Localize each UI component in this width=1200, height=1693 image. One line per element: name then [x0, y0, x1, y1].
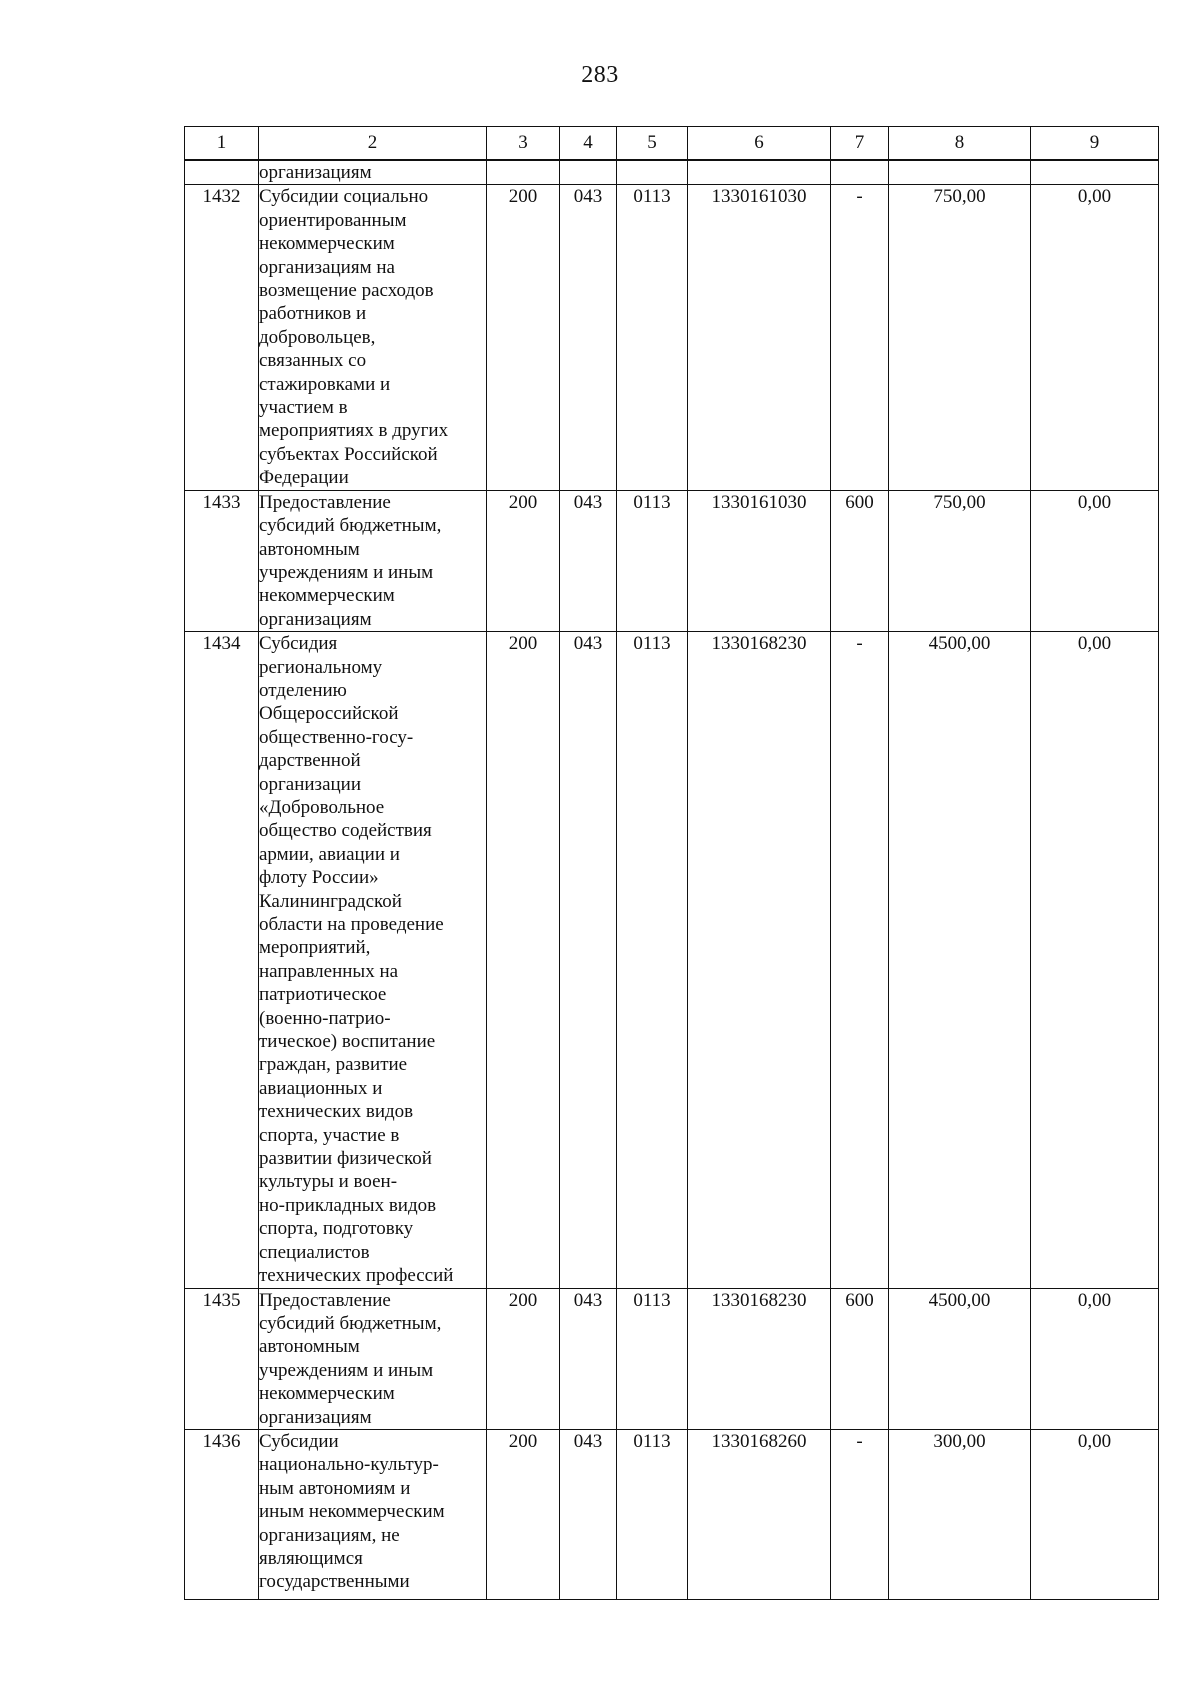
row-col-8: 750,00 — [889, 490, 1031, 631]
row-number: 1436 — [185, 1429, 259, 1599]
description-line: спорта, подготовку — [259, 1218, 414, 1240]
row-description — [259, 632, 487, 1288]
description-line: тическое) воспитание — [259, 1031, 436, 1053]
row-col-4: 043 — [560, 185, 617, 490]
row-number: 1433 — [185, 490, 259, 631]
header-col-4: 4 — [560, 127, 617, 161]
row-col-7: 600 — [831, 1288, 889, 1429]
description-line: Калининградской — [259, 890, 402, 912]
description-line: субъектах Российской — [259, 443, 438, 465]
description-line: организациям, не — [259, 1524, 400, 1546]
row-number: 1434 — [185, 632, 259, 1288]
row-col-3: 200 — [487, 185, 560, 490]
description-line: дарственной — [259, 750, 361, 772]
row-col-8: 300,00 — [889, 1429, 1031, 1599]
row-col-4: 043 — [560, 490, 617, 631]
row-description — [259, 490, 487, 631]
row-col-8: 4500,00 — [889, 632, 1031, 1288]
description-line: «Добровольное — [259, 796, 385, 818]
row-col-6: 1330168230 — [688, 1288, 831, 1429]
description-line: ным автономиям и — [259, 1477, 411, 1499]
description-line: участием в — [259, 397, 348, 419]
description-line: являющимся — [259, 1547, 363, 1569]
header-col-2: 2 — [259, 127, 487, 161]
row-col-7: 600 — [831, 490, 889, 631]
description-line: субсидий бюджетным, — [259, 1312, 442, 1334]
description-line: учреждениям и иным — [259, 1359, 434, 1381]
continuation-text: организациям — [259, 160, 487, 185]
description-line: патриотическое — [259, 984, 387, 1006]
description-line: спорта, участие в — [259, 1124, 400, 1146]
row-col-6: 1330161030 — [688, 490, 831, 631]
description-line: учреждениям и иным — [259, 561, 434, 583]
row-col-7: - — [831, 185, 889, 490]
row-col-5: 0113 — [617, 632, 688, 1288]
row-col-3: 200 — [487, 490, 560, 631]
table-row — [185, 185, 1159, 490]
description-line: Субсидия — [259, 633, 338, 655]
row-col-5: 0113 — [617, 1288, 688, 1429]
row-col-5: 0113 — [617, 490, 688, 631]
description-line: организациям — [259, 1406, 372, 1428]
description-line: иным некоммерческим — [259, 1501, 445, 1523]
description-line: граждан, развитие — [259, 1054, 408, 1076]
row-col-9: 0,00 — [1031, 1288, 1159, 1429]
description-line: государственными — [259, 1571, 410, 1593]
row-col-6: 1330168230 — [688, 632, 831, 1288]
table-row — [185, 1429, 1159, 1599]
row-number: 1432 — [185, 185, 259, 490]
row-col-9: 0,00 — [1031, 490, 1159, 631]
row-description — [259, 1288, 487, 1429]
row-col-3: 200 — [487, 632, 560, 1288]
row-col-3: 200 — [487, 1288, 560, 1429]
description-line: национально-культур- — [259, 1454, 439, 1476]
description-line: (военно-патрио- — [259, 1007, 391, 1029]
description-line: Федерации — [259, 467, 349, 489]
description-line: добровольцев, — [259, 326, 376, 348]
row-col-7: - — [831, 1429, 889, 1599]
description-line: стажировками и — [259, 373, 391, 395]
row-col-8: 750,00 — [889, 185, 1031, 490]
description-line: организациям на — [259, 256, 395, 278]
description-line: специалистов — [259, 1241, 370, 1263]
description-line: возмещение расходов — [259, 280, 434, 302]
row-number: 1435 — [185, 1288, 259, 1429]
description-line: технических профессий — [259, 1265, 454, 1287]
continuation-row — [185, 160, 1159, 185]
description-line: мероприятий, — [259, 937, 371, 959]
description-line: региональному — [259, 656, 383, 678]
header-col-8: 8 — [889, 127, 1031, 161]
description-line: субсидий бюджетным, — [259, 515, 442, 537]
description-line: автономным — [259, 1336, 360, 1358]
row-col-4: 043 — [560, 632, 617, 1288]
row-col-4: 043 — [560, 1288, 617, 1429]
row-col-5: 0113 — [617, 1429, 688, 1599]
description-line: мероприятиях в других — [259, 420, 449, 442]
header-col-3: 3 — [487, 127, 560, 161]
description-line: флоту России» — [259, 867, 379, 889]
description-line: некоммерческим — [259, 585, 395, 607]
page-number: 283 — [581, 62, 619, 88]
description-line: общество содействия — [259, 820, 432, 842]
row-col-5: 0113 — [617, 185, 688, 490]
row-col-4: 043 — [560, 1429, 617, 1599]
table-row — [185, 1288, 1159, 1429]
header-col-6: 6 — [688, 127, 831, 161]
description-line: авиационных и — [259, 1077, 383, 1099]
description-line: Общероссийской — [259, 703, 399, 725]
description-line: некоммерческим — [259, 233, 395, 255]
row-col-6: 1330168260 — [688, 1429, 831, 1599]
row-description — [259, 1429, 487, 1599]
description-line: связанных со — [259, 350, 367, 372]
description-line: Субсидии — [259, 1430, 339, 1452]
description-line: Предоставление — [259, 491, 391, 513]
description-line: технических видов — [259, 1101, 414, 1123]
description-line: ориентированным — [259, 209, 407, 231]
row-col-9: 0,00 — [1031, 1429, 1159, 1599]
description-line: автономным — [259, 538, 360, 560]
header-col-7: 7 — [831, 127, 889, 161]
description-line: но-прикладных видов — [259, 1194, 437, 1216]
description-line: армии, авиации и — [259, 843, 400, 865]
row-col-9: 0,00 — [1031, 185, 1159, 490]
description-line: культуры и воен- — [259, 1171, 398, 1193]
description-line: направленных на — [259, 960, 399, 982]
row-col-6: 1330161030 — [688, 185, 831, 490]
description-line: области на проведение — [259, 914, 444, 935]
table-row — [185, 632, 1159, 1288]
header-row — [185, 127, 1159, 161]
description-line: Предоставление — [259, 1289, 391, 1311]
description-line: организации — [259, 773, 362, 795]
description-line: организациям — [259, 608, 372, 630]
table-row — [185, 490, 1159, 631]
header-col-5: 5 — [617, 127, 688, 161]
budget-table — [184, 126, 1159, 1600]
description-line: общественно-госу- — [259, 726, 414, 748]
description-line: развитии физической — [259, 1148, 432, 1170]
row-col-3: 200 — [487, 1429, 560, 1599]
description-line: отделению — [259, 679, 347, 701]
description-line: работников и — [259, 303, 367, 325]
row-col-8: 4500,00 — [889, 1288, 1031, 1429]
description-line: некоммерческим — [259, 1383, 395, 1405]
row-col-7: - — [831, 632, 889, 1288]
row-description — [259, 185, 487, 490]
description-line: Субсидии социально — [259, 186, 429, 208]
row-col-9: 0,00 — [1031, 632, 1159, 1288]
header-col-1: 1 — [185, 127, 259, 161]
header-col-9: 9 — [1031, 127, 1159, 161]
